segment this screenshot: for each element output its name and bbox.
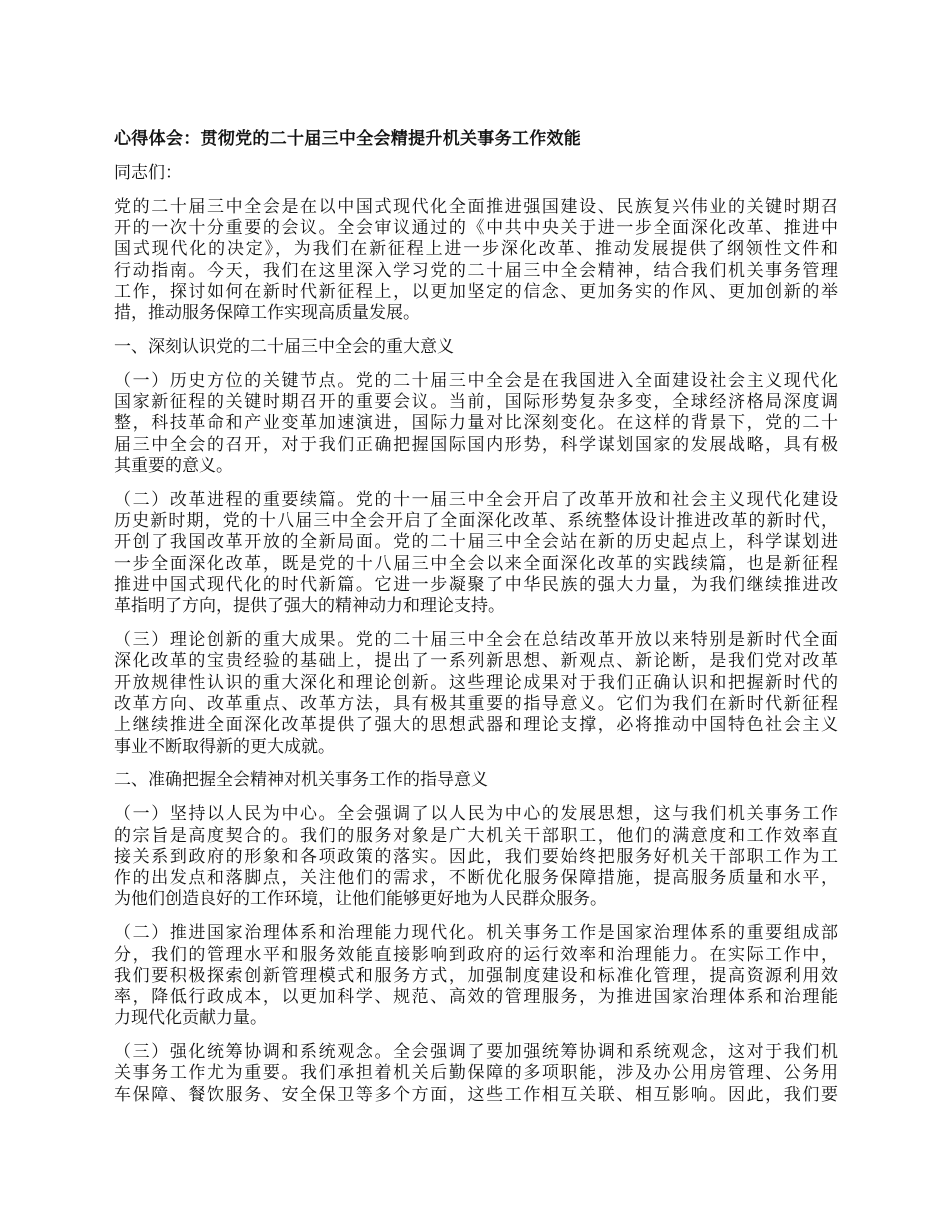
paragraphs	[114, 163, 838, 1106]
text-line: 措，推动服务保障工作实现高质量发展。	[114, 303, 420, 324]
text-line: 为他们创造良好的工作环境，让他们能够更好地为人民群众服务。	[114, 889, 607, 910]
text-line: 同志们：	[114, 163, 182, 183]
text-line: 行动指南。今天，我们在这里深入学习党的二十届三中全会精神，结合我们机关事务管理	[114, 260, 838, 281]
text-line: 上继续推进全面深化改革提供了强大的思想武器和理论支撑，必将推动中国特色社会主义	[114, 715, 838, 736]
text-line: 党的二十届三中全会是在以中国式现代化全面推进强国建设、民族复兴伟业的关键时期召	[114, 196, 838, 217]
text-line: 届三中全会的召开，对于我们正确把握国际国内形势，科学谋划国家的发展战略，具有极	[114, 434, 838, 455]
text-line: 历史新时期，党的十八届三中全会开启了全面深化改革、系统整体设计推进改革的新时代，	[114, 511, 838, 532]
text-line: （二）改革进程的重要续篇。党的十一届三中全会开启了改革开放和社会主义现代化建设	[114, 489, 838, 510]
section-heading	[114, 337, 838, 358]
text-line: 力现代化贡献力量。	[114, 1008, 267, 1029]
text-line: 一步全面深化改革，既是党的十八届三中全会以来全面深化改革的实践续篇，也是新征程	[114, 553, 838, 574]
text-line: 二、准确把握全会精神对机关事务工作的指导意义	[114, 770, 488, 791]
text-line: （三）理论创新的重大成果。党的二十届三中全会在总结改革开放以来特别是新时代全面	[114, 630, 838, 651]
paragraph	[114, 923, 838, 1029]
document-body	[114, 128, 838, 1119]
text-line: 事业不断取得新的更大成就。	[114, 736, 335, 757]
paragraph	[114, 197, 838, 325]
text-line: 一、深刻认识党的二十届三中全会的重大意义	[114, 337, 454, 358]
text-line: 国家新征程的关键时期召开的重要会议。当前，国际形势复杂多变，全球经济格局深度调	[114, 392, 838, 413]
text-line: （二）推进国家治理体系和治理能力现代化。机关事务工作是国家治理体系的重要组成部	[114, 923, 838, 944]
text-line: 工作，探讨如何在新时代新征程上，以更加坚定的信念、更加务实的作风、更加创新的举	[114, 281, 838, 302]
text-line: 推进中国式现代化的时代新篇。它进一步凝聚了中华民族的强大力量，为我们继续推进改	[114, 575, 838, 596]
text-line: 我们要积极探索创新管理模式和服务方式，加强制度建设和标准化管理，提高资源利用效	[114, 965, 838, 986]
text-line: 革指明了方向，提供了强大的精神动力和理论支持。	[114, 596, 505, 617]
paragraph	[114, 163, 838, 184]
text-line: 国式现代化的决定》，为我们在新征程上进一步深化改革、推动发展提供了纲领性文件和	[114, 239, 838, 260]
text-line: 作的出发点和落脚点，关注他们的需求，不断优化服务保障措施，提高服务质量和水平，	[114, 868, 838, 889]
paragraph	[114, 1042, 838, 1106]
text-line: 车保障、餐饮服务、安全保卫等多个方面，这些工作相互关联、相互影响。因此，我们要	[114, 1084, 838, 1105]
text-line: 开创了我国改革开放的全新局面。党的二十届三中全会站在新的历史起点上，科学谋划进	[114, 532, 838, 553]
text-line: （三）强化统筹协调和系统观念。全会强调了要加强统筹协调和系统观念，这对于我们机	[114, 1042, 838, 1063]
paragraph	[114, 490, 838, 618]
text-line: 关事务工作尤为重要。我们承担着机关后勤保障的多项职能，涉及办公用房管理、公务用	[114, 1063, 838, 1084]
section-heading	[114, 770, 838, 791]
text-line: 接关系到政府的形象和各项政策的落实。因此，我们要始终把服务好机关干部职工作为工	[114, 846, 838, 867]
text-line: 开放规律性认识的重大深化和理论创新。这些理论成果对于我们正确认识和把握新时代的	[114, 672, 838, 693]
paragraph	[114, 804, 838, 910]
paragraph	[114, 630, 838, 758]
text-line: 开的一次十分重要的会议。全会审议通过的《中共中央关于进一步全面深化改革、推进中	[114, 218, 838, 239]
text-line: 的宗旨是高度契合的。我们的服务对象是广大机关干部职工，他们的满意度和工作效率直	[114, 825, 838, 846]
text-line: 深化改革的宝贵经验的基础上，提出了一系列新思想、新观点、新论断，是我们党对改革	[114, 651, 838, 672]
text-line: （一）历史方位的关键节点。党的二十届三中全会是在我国进入全面建设社会主义现代化	[114, 370, 838, 391]
text-line: 改革方向、改革重点、改革方法，具有极其重要的指导意义。它们为我们在新时代新征程	[114, 694, 838, 715]
paragraph	[114, 371, 838, 477]
text-line: 分，我们的管理水平和服务效能直接影响到政府的运行效率和治理能力。在实际工作中，	[114, 944, 838, 965]
text-line: 其重要的意义。	[114, 456, 233, 477]
document-title: 心得体会：贯彻党的二十届三中全会精提升机关事务工作效能	[114, 129, 582, 149]
text-line: 率，降低行政成本，以更加科学、规范、高效的管理服务，为推进国家治理体系和治理能	[114, 987, 838, 1008]
text-line: 整，科技革命和产业变革加速演进，国际力量对比深刻变化。在这样的背景下，党的二十	[114, 413, 838, 434]
text-line: （一）坚持以人民为中心。全会强调了以人民为中心的发展思想，这与我们机关事务工作	[114, 804, 838, 825]
